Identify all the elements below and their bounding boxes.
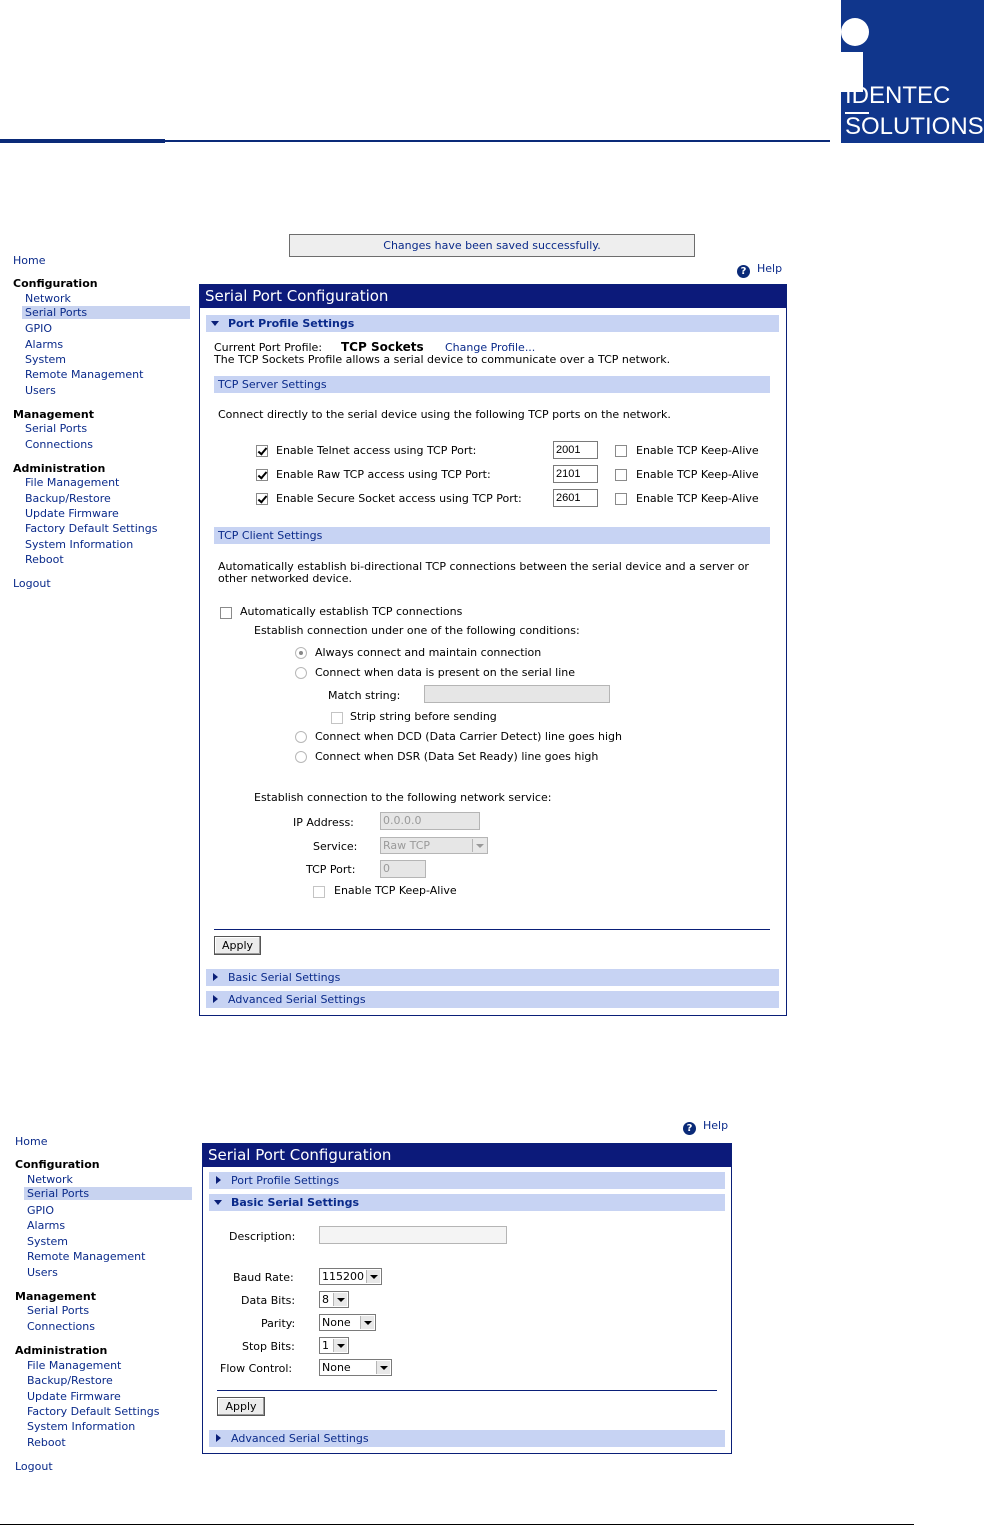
section-advanced-serial-settings[interactable] — [209, 1430, 725, 1447]
section-port-profile-settings[interactable] — [206, 315, 779, 332]
parity-select[interactable] — [319, 1314, 376, 1331]
nav-backup-restore[interactable]: Backup/Restore — [27, 1374, 113, 1387]
serial-port-config-panel-2 — [202, 1143, 732, 1454]
help-icon: ? — [737, 265, 750, 278]
nav-backup-restore[interactable]: Backup/Restore — [25, 492, 111, 505]
footer-rule — [0, 1524, 914, 1525]
dropdown-arrow-icon — [360, 1316, 374, 1329]
apply-divider — [214, 929, 770, 930]
expanded-arrow-icon — [211, 321, 219, 326]
server-description: Connect directly to the serial device using the following TCP ports on the network. — [218, 408, 671, 421]
baud-rate-label: Baud Rate: — [233, 1271, 294, 1284]
section-label: Basic Serial Settings — [231, 1196, 359, 1209]
nav-connections[interactable]: Connections — [25, 438, 93, 451]
auto-establish-checkbox[interactable] — [220, 607, 232, 619]
ssl-enable-checkbox[interactable] — [256, 493, 268, 505]
nav-network[interactable]: Network — [27, 1173, 73, 1186]
nav-home[interactable]: Home — [15, 1135, 48, 1148]
serial-port-config-panel — [199, 284, 787, 1016]
nav-file-management[interactable]: File Management — [27, 1359, 122, 1372]
header-rule — [0, 140, 830, 142]
nav-serial-ports[interactable]: Serial Ports — [22, 306, 190, 319]
raw-enable-checkbox[interactable] — [256, 469, 268, 481]
data-bits-label: Data Bits: — [241, 1294, 296, 1307]
nav-update-firmware[interactable]: Update Firmware — [25, 507, 119, 520]
tcp-port-label: TCP Port: — [306, 863, 356, 876]
dropdown-arrow-icon — [366, 1270, 380, 1283]
raw-label: Enable Raw TCP access using TCP Port: — [276, 468, 491, 481]
radio-dcd[interactable] — [295, 731, 307, 743]
client-keepalive-checkbox[interactable] — [313, 886, 325, 898]
section-advanced-serial-settings[interactable] — [206, 991, 779, 1008]
ssl-label: Enable Secure Socket access using TCP Port: — [276, 492, 522, 505]
change-profile-link[interactable]: Change Profile... — [445, 341, 536, 354]
nav-connections[interactable]: Connections — [27, 1320, 95, 1333]
data-bits-select[interactable] — [319, 1291, 349, 1308]
dropdown-arrow-icon — [376, 1361, 390, 1374]
nav-system[interactable]: System — [25, 353, 67, 366]
nav-alarms[interactable]: Alarms — [27, 1219, 66, 1232]
telnet-port-input[interactable] — [553, 441, 598, 459]
nav-heading-administration: Administration — [15, 1344, 108, 1357]
current-profile-value: TCP Sockets — [341, 340, 424, 354]
nav-logout[interactable]: Logout — [15, 1460, 53, 1473]
strip-string-label: Strip string before sending — [350, 710, 497, 723]
nav-system[interactable]: System — [27, 1235, 69, 1248]
client-keepalive-label: Enable TCP Keep-Alive — [334, 884, 457, 897]
nav-heading-administration: Administration — [13, 462, 106, 475]
tcp-port-input[interactable]: 0 — [380, 860, 426, 878]
data-bits-value: 8 — [322, 1293, 329, 1306]
service-field-label: Service: — [313, 840, 358, 853]
section-basic-serial-settings[interactable] — [206, 969, 779, 986]
client-description-line1: Automatically establish bi-directional TCP connections between the serial device and a server or — [218, 560, 749, 573]
radio-data-present-label: Connect when data is present on the serial line — [315, 666, 576, 679]
logo-dot-icon — [841, 18, 869, 46]
subsection-tcp-server-settings: TCP Server Settings — [214, 376, 770, 393]
section-label: Basic Serial Settings — [228, 971, 341, 984]
apply-button[interactable]: Apply — [217, 1397, 265, 1416]
nav-home[interactable]: Home — [13, 254, 46, 267]
panel-title: Serial Port Configuration — [203, 1144, 731, 1167]
service-select-value: Raw TCP — [383, 839, 431, 852]
ip-address-input[interactable]: 0.0.0.0 — [380, 812, 480, 830]
dropdown-arrow-icon — [333, 1339, 347, 1352]
match-string-label: Match string: — [328, 689, 401, 702]
flow-control-value: None — [322, 1361, 351, 1374]
raw-keepalive-label: Enable TCP Keep-Alive — [636, 468, 759, 481]
section-basic-serial-settings[interactable] — [209, 1194, 725, 1211]
nav-factory-defaults[interactable]: Factory Default Settings — [27, 1405, 160, 1418]
nav-update-firmware[interactable]: Update Firmware — [27, 1390, 121, 1403]
nav-system-information[interactable]: System Information — [27, 1420, 136, 1433]
nav-heading-management: Management — [15, 1290, 96, 1303]
raw-port-input[interactable] — [553, 465, 598, 483]
radio-data-present[interactable] — [295, 667, 307, 679]
nav-heading-management: Management — [13, 408, 94, 421]
nav-gpio[interactable]: GPIO — [25, 322, 53, 335]
collapsed-arrow-icon — [213, 973, 218, 981]
save-success-banner: Changes have been saved successfully. — [289, 234, 695, 257]
nav-users[interactable]: Users — [25, 384, 56, 397]
help-link-2[interactable] — [683, 1119, 728, 1135]
panel-title: Serial Port Configuration — [200, 285, 786, 308]
telnet-keepalive-label: Enable TCP Keep-Alive — [636, 444, 759, 457]
nav-factory-defaults[interactable]: Factory Default Settings — [25, 522, 158, 535]
subsection-tcp-client-settings: TCP Client Settings — [214, 527, 770, 544]
expanded-arrow-icon — [214, 1200, 222, 1205]
ssl-keepalive-label: Enable TCP Keep-Alive — [636, 492, 759, 505]
collapsed-arrow-icon — [213, 995, 218, 1003]
radio-always-connect[interactable] — [295, 647, 307, 659]
ssl-keepalive-checkbox[interactable] — [615, 493, 627, 505]
nav-reboot[interactable]: Reboot — [27, 1436, 66, 1449]
nav-heading-configuration: Configuration — [13, 277, 98, 290]
radio-dsr-label: Connect when DSR (Data Set Ready) line goes high — [315, 750, 599, 763]
auto-establish-label: Automatically establish TCP connections — [240, 605, 463, 618]
radio-dsr[interactable] — [295, 751, 307, 763]
match-string-input[interactable] — [424, 685, 610, 703]
nav-remote-management[interactable]: Remote Management — [25, 368, 144, 381]
conditions-label: Establish connection under one of the following conditions: — [254, 624, 580, 637]
collapsed-arrow-icon — [216, 1434, 221, 1442]
telnet-enable-checkbox[interactable] — [256, 445, 268, 457]
nav-mgmt-serial-ports[interactable]: Serial Ports — [25, 422, 88, 435]
dropdown-arrow-icon — [333, 1293, 347, 1306]
service-select[interactable] — [380, 837, 488, 854]
section-label: Advanced Serial Settings — [228, 993, 366, 1006]
stop-bits-value: 1 — [322, 1339, 329, 1352]
nav-reboot[interactable]: Reboot — [25, 553, 64, 566]
help-link[interactable] — [737, 262, 782, 278]
nav-heading-configuration: Configuration — [15, 1158, 100, 1171]
help-label: Help — [703, 1119, 729, 1132]
nav-serial-ports[interactable]: Serial Ports — [24, 1187, 192, 1200]
parity-value: None — [322, 1316, 351, 1329]
nav-alarms[interactable]: Alarms — [25, 338, 64, 351]
stop-bits-select[interactable] — [319, 1337, 349, 1354]
nav-file-management[interactable]: File Management — [25, 476, 120, 489]
telnet-keepalive-checkbox[interactable] — [615, 445, 627, 457]
flow-control-label: Flow Control: — [220, 1362, 293, 1375]
nav-network[interactable]: Network — [25, 292, 71, 305]
nav-system-information[interactable]: System Information — [25, 538, 134, 551]
section-label: Port Profile Settings — [231, 1174, 340, 1187]
ssl-port-input[interactable] — [553, 489, 598, 507]
logo-line1: IDENTEC — [845, 82, 951, 109]
help-icon: ? — [683, 1122, 696, 1135]
client-description-line2: other networked device. — [218, 572, 352, 585]
current-profile-label: Current Port Profile: — [214, 341, 323, 354]
apply-divider — [217, 1390, 717, 1391]
nav-mgmt-serial-ports[interactable]: Serial Ports — [27, 1304, 90, 1317]
nav-gpio[interactable]: GPIO — [27, 1204, 55, 1217]
description-label: Description: — [229, 1230, 296, 1243]
help-label: Help — [757, 262, 783, 275]
profile-description: The TCP Sockets Profile allows a serial device to communicate over a TCP network. — [214, 353, 671, 366]
apply-button[interactable]: Apply — [214, 936, 261, 955]
section-port-profile-settings[interactable] — [209, 1172, 725, 1189]
stop-bits-label: Stop Bits: — [242, 1340, 295, 1353]
nav-users[interactable]: Users — [27, 1266, 58, 1279]
radio-dcd-label: Connect when DCD (Data Carrier Detect) line goes high — [315, 730, 622, 743]
identec-logo — [841, 0, 984, 143]
service-label: Establish connection to the following network service: — [254, 791, 552, 804]
section-label: Advanced Serial Settings — [231, 1432, 369, 1445]
description-input[interactable] — [319, 1226, 507, 1244]
strip-string-checkbox[interactable] — [331, 712, 343, 724]
raw-keepalive-checkbox[interactable] — [615, 469, 627, 481]
logo-line2: SOLUTIONS — [845, 113, 984, 140]
collapsed-arrow-icon — [216, 1176, 221, 1184]
parity-label: Parity: — [261, 1317, 296, 1330]
radio-always-connect-label: Always connect and maintain connection — [315, 646, 542, 659]
flow-control-select[interactable] — [319, 1359, 392, 1376]
section-label: Port Profile Settings — [228, 317, 355, 330]
baud-rate-value: 115200 — [322, 1270, 364, 1283]
telnet-label: Enable Telnet access using TCP Port: — [276, 444, 477, 457]
dropdown-arrow-icon — [472, 839, 486, 852]
baud-rate-select[interactable] — [319, 1268, 382, 1285]
nav-remote-management[interactable]: Remote Management — [27, 1250, 146, 1263]
ip-address-label: IP Address: — [293, 816, 354, 829]
nav-logout[interactable]: Logout — [13, 577, 51, 590]
